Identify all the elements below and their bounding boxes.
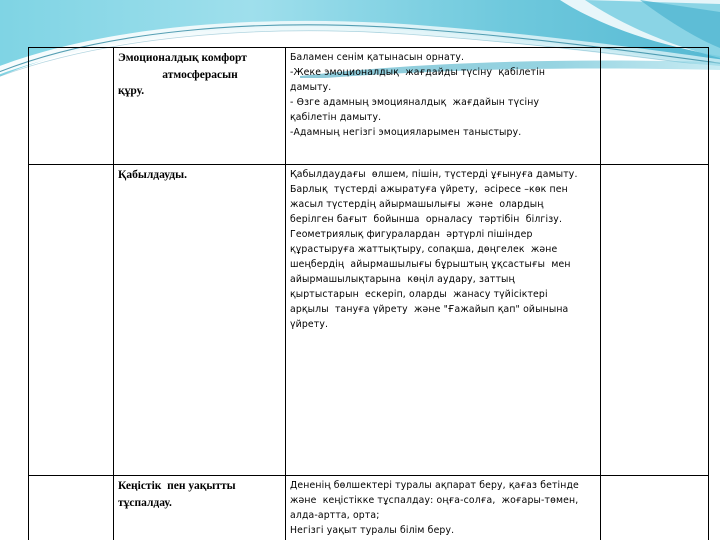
row-trailing-cell	[601, 476, 709, 540]
row-label-cell	[114, 48, 286, 165]
body-line: Геометриялық фигуралардан әртүрлі пішіндер	[290, 229, 533, 241]
table-row	[29, 476, 709, 540]
body-line: Дененің бөлшектері туралы ақпарат беру, қағаз бетінде	[290, 480, 579, 491]
label-line: құру.	[118, 85, 145, 98]
body-line: -Адамның негізгі эмоцияларымен таныстыру.	[290, 127, 522, 139]
body-line: және кеңістікке тұспалдау: оңға-солға, жоғары-төмен,	[290, 495, 579, 507]
row-spacer-cell	[29, 165, 114, 476]
row-spacer-cell	[29, 48, 114, 165]
body-line: Қабылдаудағы өлшем, пішін, түстерді ұғынуға дамыту.	[290, 169, 578, 180]
body-line: Барлық түстерді ажыратуға үйрету, әсіресе –көк пен	[290, 184, 568, 196]
row-label-cell	[114, 476, 286, 540]
table-row	[29, 48, 709, 165]
row-label-cell	[114, 165, 286, 476]
label-line: Қабылдауды.	[118, 169, 187, 181]
label-line: атмосферасын	[162, 68, 238, 81]
body-line: құрастыруға жаттықтыру, сопақша, дөңгелек және	[290, 244, 558, 256]
row-trailing-cell	[601, 165, 709, 476]
body-line: үйрету.	[290, 319, 329, 331]
body-line: -Жеке эмоционалдық жағдайды түсіну қабілетін	[290, 67, 546, 79]
content-table	[28, 47, 709, 540]
label-line: Эмоционалдық комфорт	[118, 52, 247, 64]
body-line: Баламен сенім қатынасын орнату.	[290, 52, 465, 63]
body-line: жасыл түстердің айырмашылығы және олардың	[290, 199, 544, 211]
row-body-cell	[286, 476, 601, 540]
body-line: қабілетін дамыту.	[290, 112, 382, 124]
label-line: тұспалдау.	[118, 496, 172, 509]
body-line: арқылы тануға үйрету және "Ғажайып қап" ойынына	[290, 304, 569, 316]
body-line: дамыту.	[290, 82, 332, 94]
body-line: Негізгі уақыт туралы білім беру.	[290, 525, 455, 537]
table-body	[29, 48, 709, 540]
body-line: берілген бағыт бойынша орналасу тәртібін білгізу.	[290, 214, 563, 226]
label-line: Кеңістік пен уақытты	[118, 480, 236, 492]
body-line: шеңбердің айырмашылығы бұрыштың ұқсастығы мен	[290, 259, 571, 271]
row-spacer-cell	[29, 476, 114, 540]
content-table-wrapper	[28, 47, 708, 540]
body-line: алда-артта, орта;	[290, 510, 380, 522]
row-trailing-cell	[601, 48, 709, 165]
body-line: айырмашылықтарына көңіл аудару, заттың	[290, 274, 515, 286]
body-line: қыртыстарын ескеріп, оларды жанасу түйісіктері	[290, 289, 548, 301]
body-line: - Өзге адамның эмоцияналдық жағдайын түсіну	[290, 97, 540, 109]
table-row	[29, 165, 709, 476]
row-body-cell	[286, 165, 601, 476]
row-body-cell	[286, 48, 601, 165]
